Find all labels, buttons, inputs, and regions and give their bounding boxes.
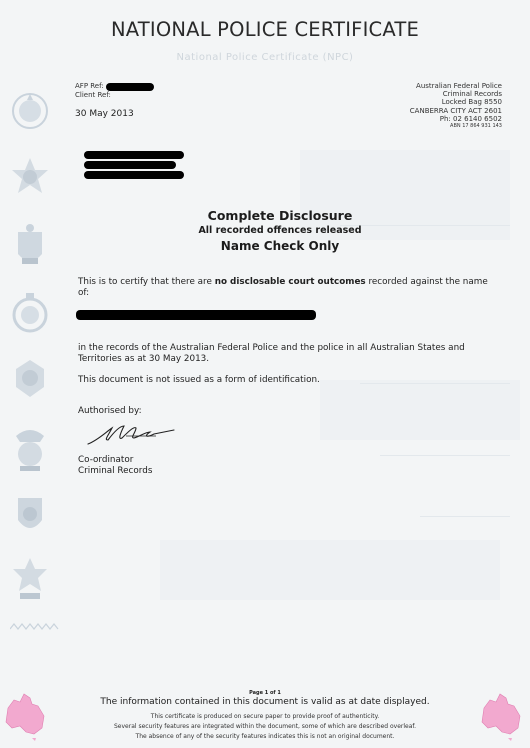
agency-bag: Locked Bag 8550	[441, 98, 502, 107]
agency-phone: Ph: 02 6140 6502	[439, 114, 502, 123]
issue-date: 30 May 2013	[75, 109, 134, 119]
disclosure-heading: Complete Disclosure	[207, 208, 353, 223]
qld-police-crest-icon	[10, 290, 50, 336]
agency-address	[410, 82, 502, 130]
redaction-bar	[84, 151, 184, 159]
id-notice: This document is not issued as a form of identification.	[78, 375, 320, 385]
absence-notice: The absence of any of the security features indicates this is not an original document.	[135, 733, 395, 740]
validity-notice: The information contained in this document is valid as at date displayed.	[100, 697, 430, 707]
nt-police-crest-icon	[10, 555, 50, 605]
wa-police-crest-icon	[10, 355, 50, 401]
recipient-address-redaction	[84, 151, 184, 181]
signer-role: Co-ordinator	[78, 455, 134, 465]
microprint-pattern	[10, 622, 60, 636]
security-features-notice: Several security features are integrated within the document, some of which are described overleaf.	[113, 723, 416, 730]
check-type: Name Check Only	[220, 239, 340, 253]
page-number: Page 1 of 1	[249, 690, 281, 696]
afp-ref-redaction	[106, 83, 154, 91]
afp-ref-label: AFP Ref:	[75, 82, 104, 90]
vic-police-crest-icon	[10, 222, 50, 272]
authorised-by-label: Authorised by:	[78, 406, 142, 416]
signature	[86, 420, 176, 450]
agency-city: CANBERRA CITY ACT 2601	[409, 106, 502, 115]
tas-police-crest-icon	[10, 490, 50, 540]
australia-map-icon	[478, 690, 524, 742]
sa-police-crest-icon	[10, 422, 50, 474]
nsw-police-crest-icon	[10, 155, 50, 201]
ghost-line	[380, 455, 510, 456]
certificate-title: NATIONAL POLICE CERTIFICATE	[110, 18, 420, 41]
records-paragraph: in the records of the Australian Federal Police and the police in all Australian States and Territories as at 30 May 2013.	[78, 343, 465, 364]
secure-paper-notice: This certificate is produced on secure paper to provide proof of authenticity.	[150, 713, 380, 720]
reference-block	[75, 82, 154, 100]
signer-dept: Criminal Records	[78, 466, 153, 476]
certificate-subtitle-watermark: National Police Certificate (NPC)	[176, 52, 354, 63]
signer-block	[78, 455, 152, 477]
ghost-line	[420, 516, 510, 517]
redaction-bar	[84, 171, 184, 179]
afp-crest-icon	[10, 88, 50, 134]
redaction-bar	[84, 161, 176, 169]
certify-prefix: This is to certify that there are	[78, 277, 215, 287]
certify-suffix: recorded against the name of:	[78, 277, 488, 298]
agency-name: Australian Federal Police	[416, 82, 502, 90]
client-ref-label: Client Ref:	[75, 91, 111, 99]
certify-bold: no disclosable court outcomes	[214, 277, 366, 287]
certify-paragraph	[78, 277, 488, 299]
redaction-bar	[76, 310, 316, 320]
agency-abn: ABN 17 864 931 143	[450, 123, 502, 130]
australia-map-icon	[2, 690, 48, 742]
disclosure-subheading: All recorded offences released	[198, 225, 362, 236]
agency-dept: Criminal Records	[442, 90, 502, 99]
subject-name-redaction	[76, 310, 316, 320]
